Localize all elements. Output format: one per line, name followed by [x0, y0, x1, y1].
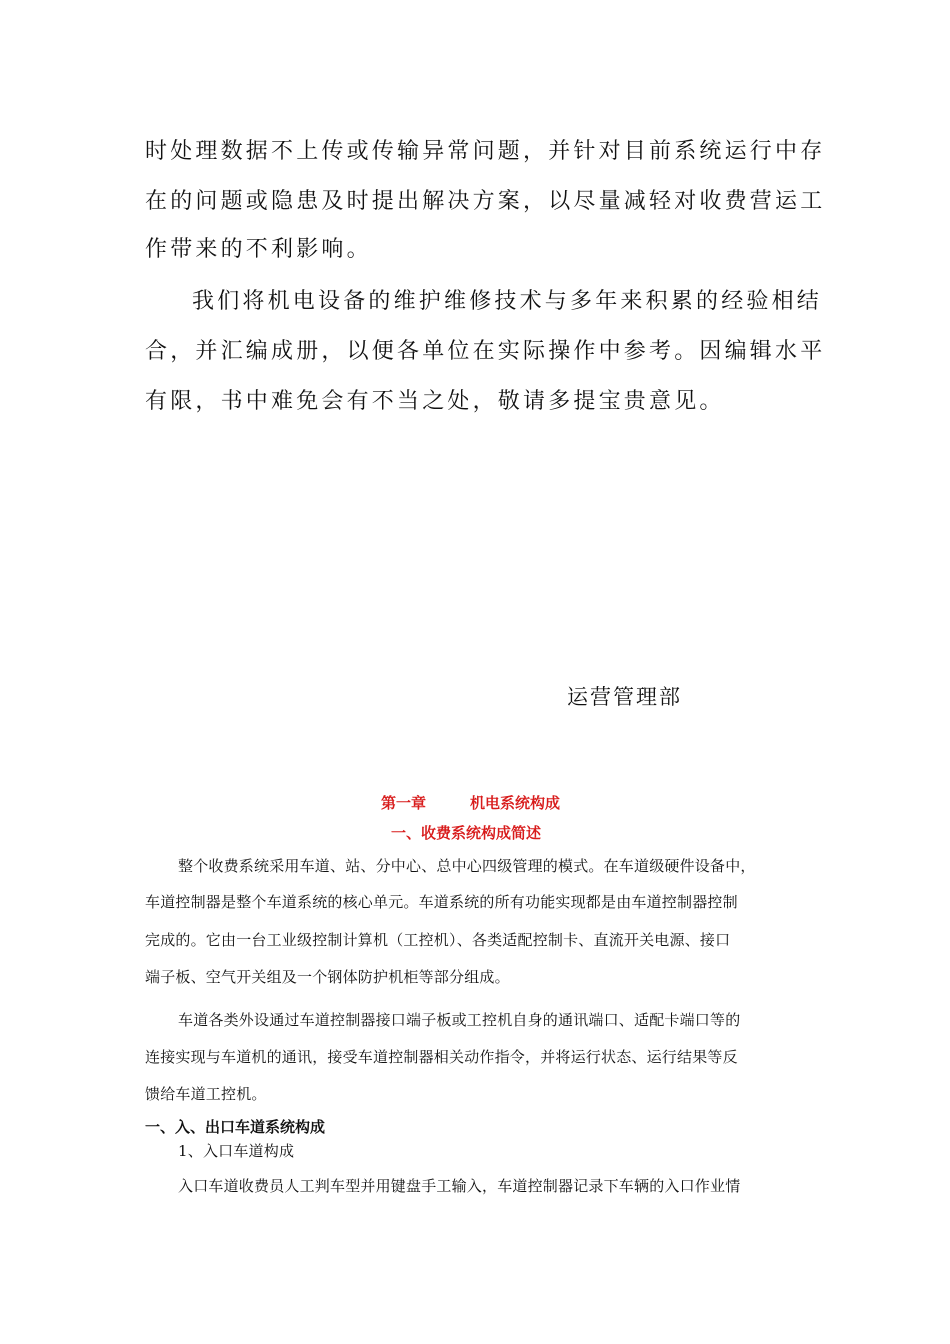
- body-line: 连接实现与车道机的通讯，接受车道控制器相关动作指令，并将运行状态、运行结果等反: [145, 1048, 738, 1066]
- body-line: 完成的。它由一台工业级控制计算机（工控机）、各类适配控制卡、直流开关电源、接口: [145, 931, 731, 949]
- chapter-title: 机电系统构成: [470, 794, 561, 812]
- preface-line: 有限，书中难免会有不当之处，敬请多提宝贵意见。: [145, 389, 725, 414]
- body-line: 馈给车道工控机。: [145, 1085, 267, 1103]
- item-label: 1、入口车道构成: [178, 1142, 295, 1160]
- preface-line: 在的问题或隐患及时提出解决方案，以尽量减轻对收费营运工: [145, 189, 826, 214]
- section-title: 一、收费系统构成简述: [391, 824, 542, 842]
- signature: 运营管理部: [567, 685, 682, 709]
- body-line: 整个收费系统采用车道、站、分中心、总中心四级管理的模式。在车道级硬件设备中，: [178, 857, 756, 875]
- preface-line: 我们将机电设备的维护维修技术与多年来积累的经验相结: [192, 289, 823, 314]
- subsection-title: 一、入、出口车道系统构成: [145, 1118, 326, 1136]
- body-line: 入口车道收费员人工判车型并用键盘手工输入，车道控制器记录下车辆的入口作业情: [178, 1177, 741, 1195]
- body-line: 车道控制器是整个车道系统的核心单元。车道系统的所有功能实现都是由车道控制器控制: [145, 893, 738, 911]
- preface-line: 时处理数据不上传或传输异常问题，并针对目前系统运行中存: [145, 139, 826, 164]
- preface-line: 作带来的不利影响。: [145, 237, 372, 262]
- preface-line: 合，并汇编成册，以便各单位在实际操作中参考。因编辑水平: [145, 339, 826, 364]
- body-line: 车道各类外设通过车道控制器接口端子板或工控机自身的通讯端口、适配卡端口等的: [178, 1011, 741, 1029]
- body-line: 端子板、空气开关组及一个钢体防护机柜等部分组成。: [145, 968, 510, 986]
- chapter-number: 第一章: [381, 794, 427, 812]
